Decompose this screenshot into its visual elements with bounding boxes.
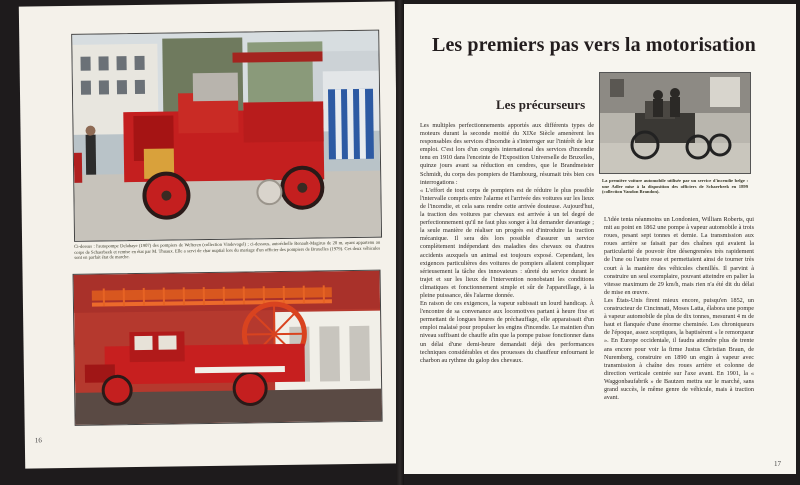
section-subtitle: Les précurseurs [496,97,586,112]
adler-illustration [600,73,750,173]
page-number-right: 17 [774,460,781,468]
right-page [404,4,796,474]
paragraph: Les multiples perfectionnements apportés aux différents types de moteurs durant la seconde moitié du XIXe Siècle amenèrent les responsables des services d'incendie à s'interroger sur l'intérêt de leur emploi. C'est lors d'un congrès international des services d'incendie tenu en 1910 dans l'enceinte de l'Exposition Universelle de Bruxelles, quinze jours avant sa réduction en cendres, que le Brandmeister Schmidt, du corps des pompiers de Hambourg, résumait très bien ces interrogations : [420,122,594,186]
page-number-left: 16 [34,436,42,445]
delahaye-illustration [72,31,381,241]
paragraph: L'idée tenta néanmoins un Londonien, William Roberts, qui mit au point en 1862 une pompe à vapeur automobile à trois roues, pesant sept tonnes et demie. La transmission aux roues arrière se faisait par des chaînes qui avaient la particularité de pouvoir être désengrenées très rapidement de l'une ou l'autre roue et permettaient ainsi de tourner très court à la manière des véhicules chenillés. Il parvint à construire un seul exemplaire, pouvant atteindre en palier la vitesse maximum de 29 km/h, mais rien n'a été dit du délai de mise en œuvre. [604,216,754,296]
photo-caption-left: Ci-dessus : l'autopompe Delahaye (1907) des pompiers de Welteren (collection Vindevogel) ; ci-dessous, autoéchelle Renault-Magirus de 20 m, ayant appartenu au corps de Schaerbeek et remise en état par M. Thuaux. Elle a servi de char nuptial lors du mariage d'un officier des pompiers de Bruxelles (1979). Ces deux véhicules sont en parfait état de marche. [74,239,381,261]
photo-delahaye-autopompe [71,30,382,242]
left-page [19,1,401,468]
chapter-title: Les premiers pas vers la motorisation [432,34,756,56]
photo-caption-right: La première voiture automobile utilisée par un service d'incendie belge : une Adler mise à la disposition des officiers de Schaerbeek en 1899 (collection Vandon Brandon). [602,178,748,195]
paragraph: Les États-Unis firent mieux encore, puisqu'en 1852, un constructeur de Cincinnati, Moses Latta, élabora une pompe à vapeur automobile de plus de dix tonnes, mesurant 4 m de haut et flanquée d'une énorme cheminée. Les chroniqueurs de l'époque, assez sceptiques, la baptisèrent « le remorqueur ». En Europe occidentale, il faudra attendre plus de trente ans encore pour voir la firme Justus Christian Braun, de Nuremberg, construire en 1890 un engin à vapeur avec transmission à chaîne des roues arrière et colonne de direction verticale centrée sur l'axe avant. En 1901, la « Waggonbaufabrik » de Bautzen mettra sur le marché, sans grand succès, le même genre de véhicule, mais à traction avant. [604,296,754,402]
book-spine [396,0,404,485]
paragraph: En raison de ces exigences, la vapeur subissait un lourd handicap. À l'encontre de sa convenance aux locomotives partant à heure fixe et permettant de longues heures de préchauffage, elle apparaissait d'un emploi malaisé pour propulser les engins d'incendie. Le maintien d'un niveau suffisant de chauffe afin que la pompe puisse fonctionner dans un délai d'une demi-heure demandait déjà des performances techniques considérables et des prouesses du chauffeur enfournant le charbon au rythme du galop des chevaux. [420,300,594,364]
text-column-2 [604,216,754,462]
paragraph: « L'effort de tout corps de pompiers est de réduire le plus possible l'intervalle compris entre l'alarme et l'arrivée des voitures sur les lieux de l'incendie, et cela sans rendre cette arrivée douteuse. Aujourd'hui, la traction des voitures par chevaux est arrivée à un tel degré de perfectionnement qu'il ne faut plus songer à lui demander davantage ; la seule manière de réaliser un progrès est d'introduire la traction mécanique. Il sera dès lors possible d'assurer un service complètement indépendant des maladies des chevaux ou d'autres accidents auxquels un animal est toujours exposé. Cependant, les exigences particulières des voitures de pompiers allaient compliquer sérieusement la tâche des innovateurs : sûreté du service durant le trajet et sur les lieux de l'intervention nonobstant les conditions climatiques et fonctionnement simple et sûr de l'appareillage, à la pleine puissance, dès l'alarme donnée. [420,186,594,299]
photo-renault-magirus [73,270,383,426]
text-column-1 [420,122,594,460]
photo-adler-car [599,72,751,174]
renault-magirus-illustration [74,271,382,425]
